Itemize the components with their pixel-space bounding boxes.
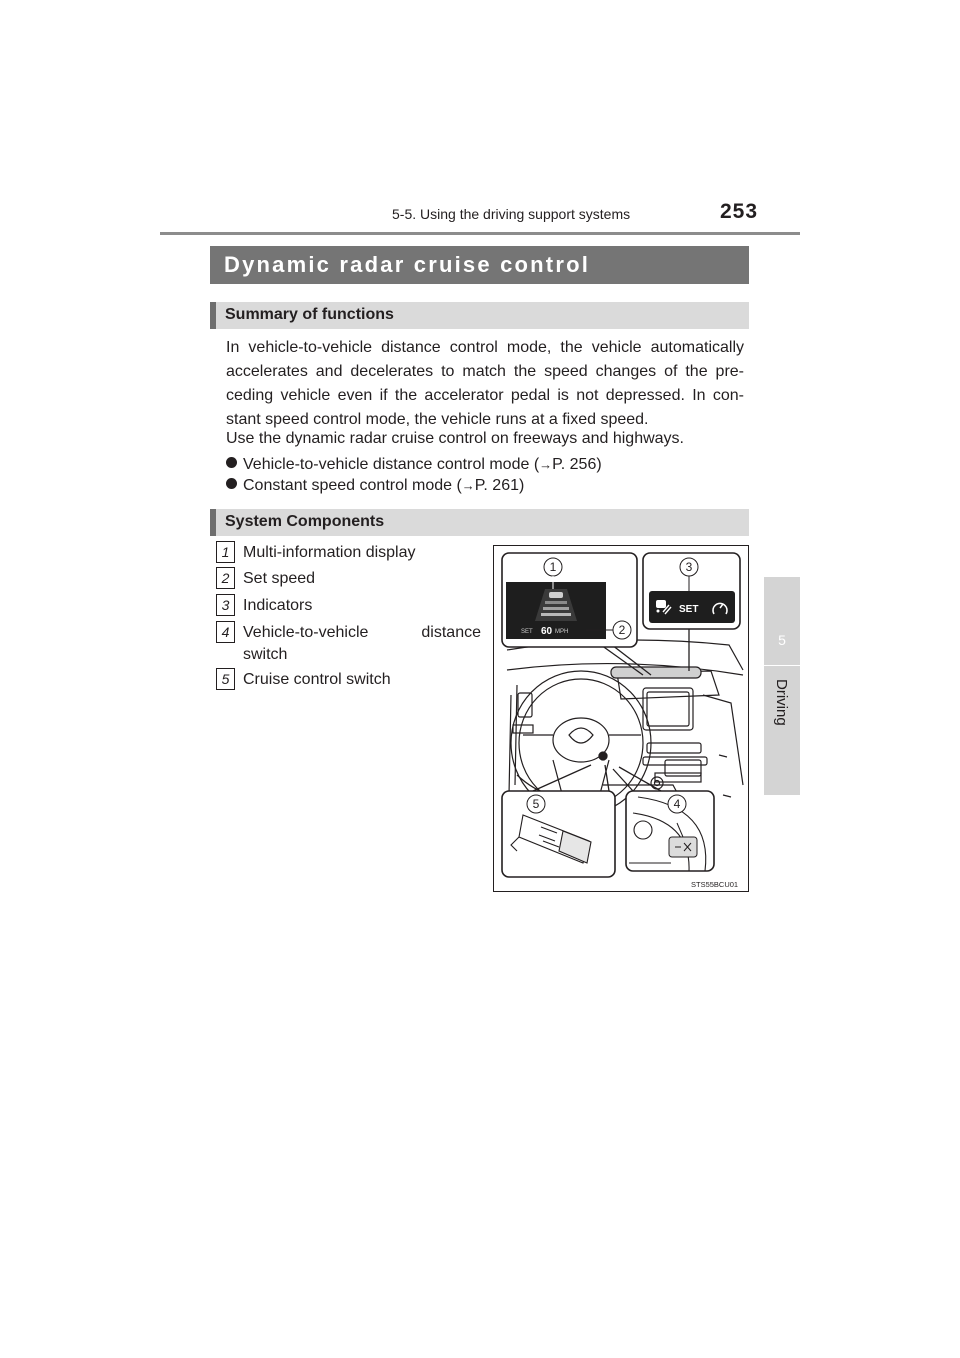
page-number: 253 bbox=[720, 200, 759, 223]
bullet-icon bbox=[226, 457, 237, 468]
summary-line: stant speed control mode, the vehicle runs at a fixed speed. bbox=[226, 411, 649, 428]
system-components-figure bbox=[493, 545, 749, 892]
component-label: Multi-information display bbox=[243, 544, 416, 561]
component-number: 4 bbox=[216, 621, 235, 643]
usage-text: Use the dynamic radar cruise control on freeways and highways. bbox=[226, 430, 684, 447]
cruise-switch-callout-panel bbox=[502, 791, 615, 877]
distance-switch-button bbox=[669, 837, 697, 857]
chapter-number: 5 bbox=[778, 632, 786, 648]
display-set-label: SET bbox=[521, 629, 533, 635]
arrow-right-icon: → bbox=[461, 478, 475, 493]
page-ref-link[interactable]: P. 256) bbox=[552, 456, 602, 473]
callout-4-number: 4 bbox=[673, 797, 681, 811]
display-speed-unit: MPH bbox=[555, 629, 569, 635]
callout-1-number: 1 bbox=[549, 560, 557, 574]
component-label: Indicators bbox=[243, 597, 313, 614]
section-title bbox=[210, 246, 749, 284]
component-number: 3 bbox=[216, 594, 235, 616]
tab-divider bbox=[764, 665, 800, 666]
component-number: 2 bbox=[216, 567, 235, 589]
summary-heading-text: Summary of functions bbox=[225, 306, 394, 323]
component-label: Vehicle-to-vehicle distance bbox=[243, 624, 481, 641]
component-label: Set speed bbox=[243, 570, 316, 587]
component-number: 5 bbox=[216, 668, 235, 690]
summary-line: In vehicle-to-vehicle distance control mode, the vehicle automatically bbox=[226, 339, 744, 356]
running-header: 5-5. Using the driving support systems bbox=[392, 206, 631, 222]
summary-line: ceding vehicle even if the accelerator pedal is not depressed. In con- bbox=[226, 387, 744, 404]
component-label: Cruise control switch bbox=[243, 671, 391, 688]
callout-2-number: 2 bbox=[618, 623, 626, 637]
page-ref-link[interactable]: P. 261) bbox=[474, 477, 525, 494]
bullet-item bbox=[226, 454, 602, 476]
callout-3-number: 3 bbox=[685, 560, 693, 574]
figure-code: STS55BCU01 bbox=[691, 880, 739, 889]
summary-paragraph bbox=[226, 336, 744, 432]
bullet-text: Constant speed control mode ( bbox=[243, 477, 462, 494]
chapter-label: Driving bbox=[773, 679, 790, 726]
display-set-speed: 60 bbox=[541, 626, 553, 637]
section-title-text: Dynamic radar cruise control bbox=[224, 252, 591, 277]
summary-heading bbox=[210, 302, 749, 329]
callout-5-number: 5 bbox=[532, 797, 540, 811]
bullet-item bbox=[226, 475, 524, 497]
header-rule bbox=[160, 232, 800, 235]
component-number: 1 bbox=[216, 541, 235, 563]
bullet-text: Vehicle-to-vehicle distance control mode ( bbox=[243, 456, 540, 473]
chapter-tab bbox=[764, 577, 800, 795]
set-indicator-text: SET bbox=[679, 604, 699, 615]
summary-line: accelerates and decelerates to match the speed changes of the pre- bbox=[226, 363, 744, 380]
component-label: switch bbox=[243, 646, 288, 663]
bullet-icon bbox=[226, 478, 237, 489]
components-heading bbox=[210, 509, 749, 536]
arrow-right-icon: → bbox=[539, 457, 553, 472]
components-heading-text: System Components bbox=[225, 513, 385, 530]
